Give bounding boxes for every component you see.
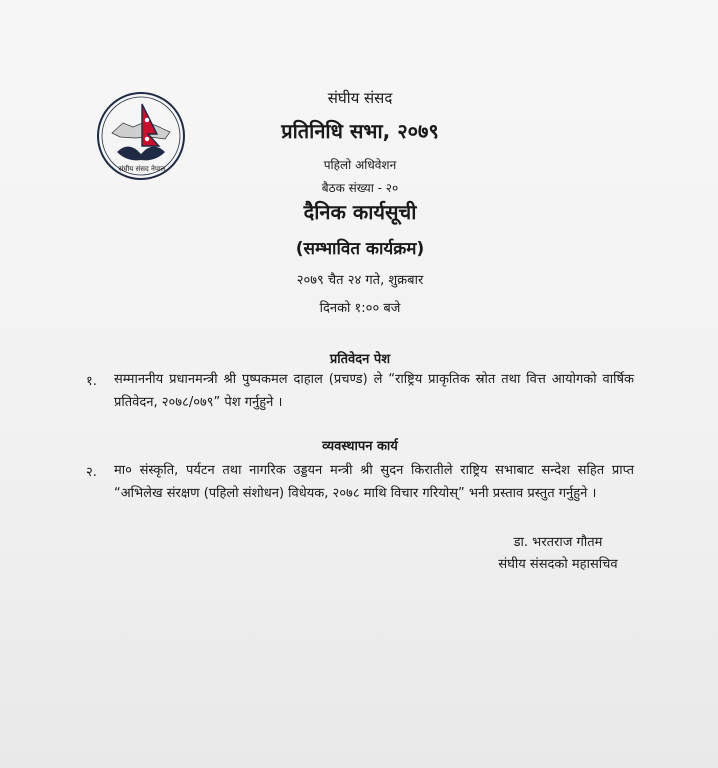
signatory-block: [478, 532, 638, 576]
item-number: १.: [86, 374, 97, 389]
section-heading: प्रतिवेदन पेश: [329, 352, 391, 367]
agenda-title: दैनिक कार्यसूची: [303, 200, 417, 224]
item-text: मा० संस्कृति, पर्यटन तथा नागरिक उड्डयन मन्त्री श्री सुदन किरातीले राष्ट्रिय सभाबाट सन्देश सहित प्राप्त “अभिलेख संरक्षण (पहिलो संशोधन) विधेयक, २०७८ माथि विचार गरियोस्” भनी प्रस्ताव प्रस्तुत गर्नुहुने ।: [114, 463, 634, 501]
meeting-number: बैठक संख्या - २०: [321, 181, 399, 195]
session-label: पहिलो अधिवेशन: [323, 158, 397, 172]
agenda-date: २०७९ चैत २४ गते, शुक्रबार: [296, 273, 424, 288]
item-number: २.: [86, 465, 97, 480]
item-text: सम्माननीय प्रधानमन्त्री श्री पुष्पकमल दाहाल (प्रचण्ड) ले “राष्ट्रिय प्राकृतिक स्रोत तथा वित्त आयोगको वार्षिक प्रतिवेदन, २०७८/०७९” पेश गर्नुहुने ।: [114, 372, 634, 410]
signatory-name: डा. भरतराज गौतम: [513, 535, 603, 550]
agenda-subtitle: (सम्भावित कार्यक्रम): [295, 239, 425, 259]
signatory-title: संघीय संसदको महासचिव: [498, 557, 618, 572]
house-name: प्रतिनिधि सभा, २०७९: [281, 119, 439, 143]
agenda-time: दिनको १:०० बजे: [319, 301, 401, 316]
section-heading: व्यवस्थापन कार्य: [322, 439, 398, 454]
emblem-text: संघीय संसद नेपाल: [118, 165, 166, 173]
parliament-name: संघीय संसद: [327, 89, 393, 107]
